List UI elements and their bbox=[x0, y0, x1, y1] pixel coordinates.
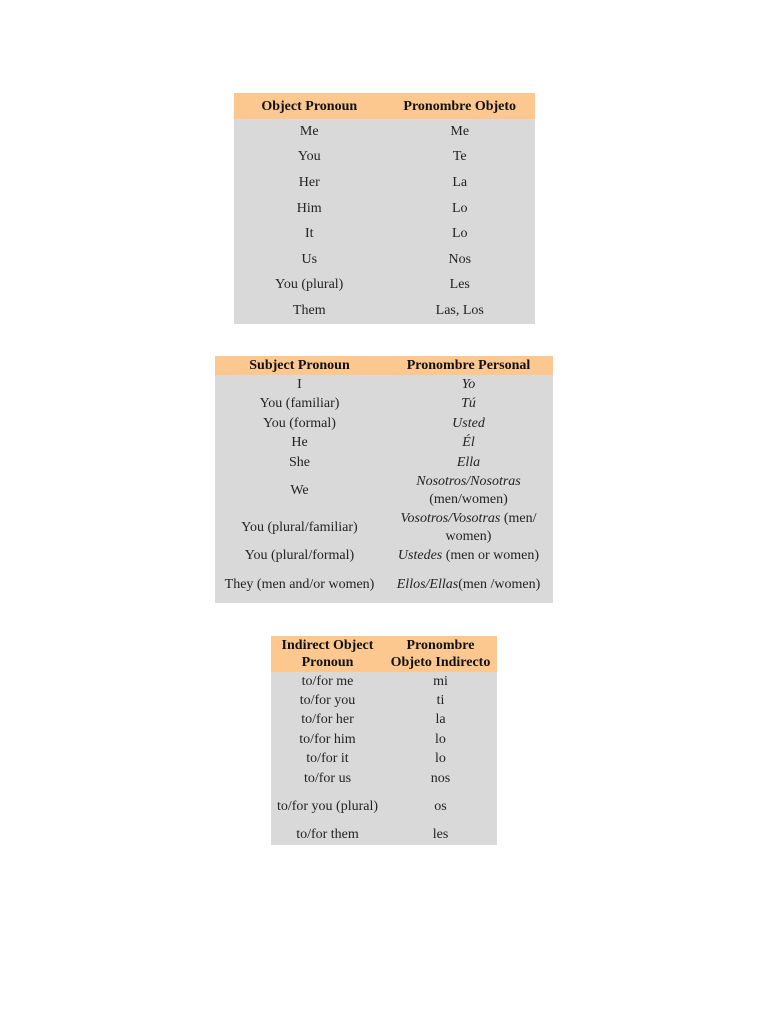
spanish-cell: Nos bbox=[448, 251, 472, 267]
spanish-cell bbox=[384, 547, 553, 567]
spanish-cell bbox=[384, 473, 553, 510]
english-cell: You (formal) bbox=[263, 415, 336, 431]
spanish-cell bbox=[384, 375, 553, 395]
spanish-word: Yo bbox=[461, 376, 476, 392]
english-cell: Me bbox=[299, 123, 319, 139]
english-cell: to/for him bbox=[299, 731, 356, 747]
column-header: Pronombre Personal bbox=[384, 356, 553, 375]
spanish-cell: Lo bbox=[451, 226, 468, 242]
spanish-word: Ella bbox=[456, 454, 481, 470]
english-cell: I bbox=[297, 376, 302, 392]
spanish-note: (men/women) bbox=[429, 492, 508, 507]
table-header-row bbox=[234, 93, 535, 119]
table-row bbox=[234, 170, 535, 196]
spanish-cell: os bbox=[434, 798, 447, 814]
column-header: Indirect Object Pronoun bbox=[271, 636, 384, 672]
english-cell: You bbox=[297, 149, 321, 165]
spanish-cell bbox=[384, 510, 553, 547]
table-row bbox=[234, 298, 535, 324]
spanish-cell: mi bbox=[433, 673, 448, 689]
spanish-cell: Lo bbox=[451, 200, 468, 216]
english-cell: Him bbox=[296, 200, 322, 216]
spanish-cell: La bbox=[452, 174, 468, 190]
column-header: Pronombre Objeto Indirecto bbox=[384, 636, 497, 672]
subject-pronoun-table bbox=[215, 356, 553, 603]
english-cell: He bbox=[291, 435, 308, 451]
spanish-cell: ti bbox=[436, 693, 445, 709]
column-header: Subject Pronoun bbox=[215, 356, 384, 375]
object-pronoun-table bbox=[234, 93, 535, 324]
table-header-row bbox=[215, 356, 553, 375]
table-row bbox=[215, 375, 553, 395]
spanish-cell: Las, Los bbox=[435, 302, 484, 318]
table-row bbox=[234, 221, 535, 247]
table-row bbox=[271, 825, 497, 844]
table-row bbox=[271, 672, 497, 691]
spanish-note: (men /women) bbox=[458, 576, 541, 592]
spanish-cell bbox=[384, 414, 553, 434]
english-cell: They (men and/or women) bbox=[224, 576, 375, 592]
english-cell: It bbox=[304, 226, 314, 242]
table-row bbox=[271, 711, 497, 730]
table-row bbox=[215, 414, 553, 434]
indirect-object-pronoun-table bbox=[271, 636, 497, 845]
english-cell: to/for us bbox=[303, 770, 352, 786]
spanish-word: Usted bbox=[452, 415, 485, 431]
spanish-cell: Te bbox=[452, 149, 467, 165]
table-row bbox=[271, 750, 497, 769]
english-cell: You (plural/formal) bbox=[244, 548, 355, 564]
table-row bbox=[271, 730, 497, 749]
table-row bbox=[215, 547, 553, 567]
table-row bbox=[234, 119, 535, 145]
spanish-cell: Me bbox=[450, 123, 470, 139]
table-row bbox=[234, 247, 535, 273]
table-row bbox=[215, 473, 553, 510]
english-cell: Us bbox=[301, 251, 318, 267]
spanish-word: Ellos/Ellas bbox=[396, 576, 459, 592]
column-header: Object Pronoun bbox=[234, 93, 385, 119]
spanish-cell: la bbox=[435, 712, 446, 728]
spanish-cell bbox=[384, 434, 553, 454]
english-cell: She bbox=[289, 454, 310, 470]
table-row bbox=[234, 196, 535, 222]
english-cell: to/for her bbox=[301, 712, 354, 728]
english-cell: to/for it bbox=[306, 751, 349, 767]
english-cell: You (familiar) bbox=[259, 396, 340, 412]
spanish-cell: nos bbox=[430, 770, 451, 786]
spanish-word: Tú bbox=[461, 396, 476, 412]
spanish-note: (men or women) bbox=[445, 548, 540, 564]
spanish-note: (men/ women) bbox=[445, 511, 537, 544]
spanish-word: Él bbox=[462, 435, 475, 451]
column-header: Pronombre Objeto bbox=[385, 93, 536, 119]
spanish-cell: les bbox=[432, 827, 449, 843]
table-row bbox=[234, 145, 535, 171]
table-row bbox=[215, 453, 553, 473]
table-header-row bbox=[271, 636, 497, 672]
english-cell: Her bbox=[298, 174, 320, 190]
spanish-cell: Les bbox=[449, 277, 470, 293]
spanish-cell: lo bbox=[435, 751, 446, 767]
spanish-word: Ustedes bbox=[397, 548, 443, 564]
table-row bbox=[234, 273, 535, 299]
spanish-cell bbox=[384, 395, 553, 415]
english-cell: We bbox=[290, 483, 309, 498]
table-row bbox=[215, 434, 553, 454]
english-cell: to/for you bbox=[299, 693, 356, 709]
english-cell: You (plural) bbox=[275, 277, 344, 293]
table-row bbox=[215, 395, 553, 415]
spanish-word: Vosotros/Vosotras bbox=[400, 511, 501, 526]
spanish-cell: lo bbox=[435, 731, 446, 747]
spanish-cell bbox=[384, 453, 553, 473]
table-row bbox=[271, 691, 497, 710]
table-row bbox=[215, 510, 553, 547]
english-cell: to/for me bbox=[301, 673, 354, 689]
english-cell: to/for them bbox=[296, 827, 359, 843]
english-cell: You (plural/familiar) bbox=[241, 520, 358, 535]
english-cell: to/for you (plural) bbox=[276, 798, 379, 814]
table-row bbox=[271, 769, 497, 788]
spanish-word: Nosotros/Nosotras bbox=[416, 474, 521, 489]
english-cell: Them bbox=[292, 302, 326, 318]
table-row bbox=[215, 566, 553, 603]
spanish-cell bbox=[384, 566, 553, 603]
table-row bbox=[271, 788, 497, 825]
